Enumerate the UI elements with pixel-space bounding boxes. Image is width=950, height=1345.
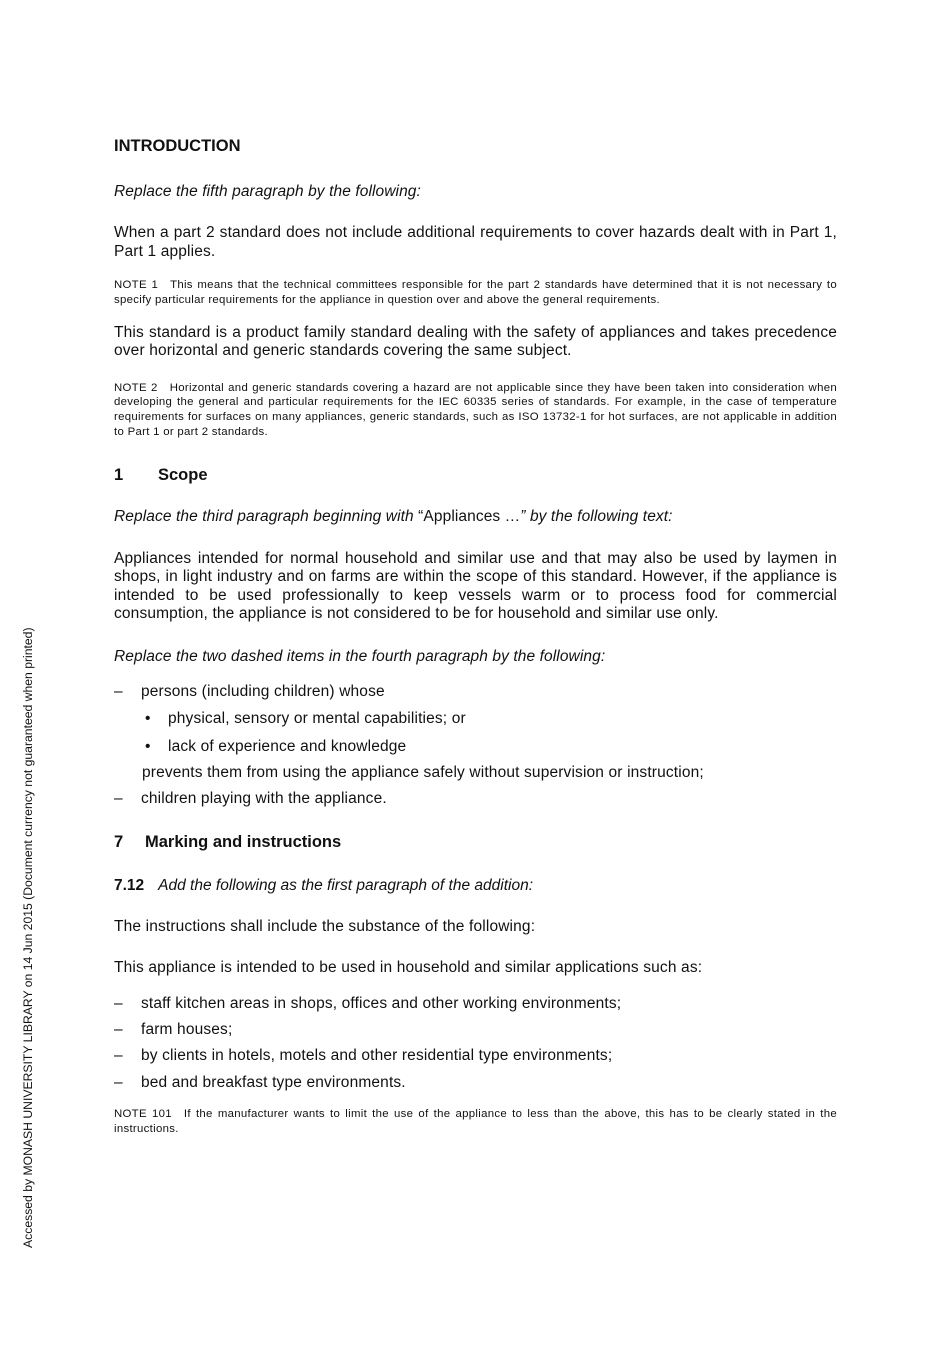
- section-number: 1: [114, 465, 124, 484]
- list-item: [114, 789, 837, 808]
- list-item-text: farm houses;: [141, 1020, 233, 1038]
- list-item: [114, 682, 837, 701]
- dash-mark: –: [114, 1046, 123, 1064]
- section-title: Scope: [158, 465, 208, 484]
- introduction-heading: INTRODUCTION: [114, 137, 241, 155]
- scope-dashed-list: [114, 682, 837, 701]
- clause-7-12: [114, 876, 837, 895]
- scope-dashed-list-2: [114, 789, 837, 808]
- dash-mark: –: [114, 789, 123, 807]
- note-tag: NOTE 2: [114, 381, 158, 394]
- list-item: [114, 994, 837, 1013]
- list-item-text: by clients in hotels, motels and other residential type environments;: [141, 1046, 613, 1064]
- marking-note-101: [114, 1107, 837, 1137]
- introduction-paragraph-1: When a part 2 standard does not include additional requirements to cover hazards dealt with in Part 1, Part 1 applies.: [114, 224, 837, 260]
- note-text: Horizontal and generic standards covering a hazard are not applicable since they have been taken into consideration when developing the general and particular requirements for the IEC 60335 series of standards. For example, in the case of temperature requirements for surfaces on many appliances, generic standards, such as ISO 13732-1 for hot surfaces, are not applicable in addition to Part 1 or part 2 standards.: [114, 381, 837, 438]
- bullet-item-text: physical, sensory or mental capabilities; or: [168, 709, 466, 727]
- list-item: [114, 1020, 837, 1039]
- list-item: [114, 1073, 837, 1092]
- list-item-text: staff kitchen areas in shops, offices and other working environments;: [141, 994, 622, 1012]
- instruction-quote: “Appliances …: [418, 507, 521, 525]
- marking-heading: [114, 831, 837, 853]
- introduction-paragraph-2: This standard is a product family standard dealing with the safety of appliances and takes precedence over horizontal and generic standards covering the same subject.: [114, 323, 837, 360]
- list-item-continuation: prevents them from using the appliance safely without supervision or instruction;: [142, 763, 704, 781]
- scope-instruction: [114, 507, 837, 526]
- clause-number: 7.12: [114, 876, 145, 894]
- dash-mark: –: [114, 682, 123, 700]
- list-item-text: children playing with the appliance.: [141, 789, 387, 807]
- bullet-item-text: lack of experience and knowledge: [168, 737, 407, 755]
- marking-dashed-list: [114, 994, 837, 1092]
- bullet-item: [114, 737, 837, 756]
- note-tag: NOTE 101: [114, 1107, 172, 1120]
- bullet-mark: •: [145, 737, 151, 755]
- introduction-instruction: Replace the fifth paragraph by the following:: [114, 183, 421, 200]
- dash-mark: –: [114, 994, 123, 1012]
- dash-mark: –: [114, 1020, 123, 1038]
- scope-instruction-2: Replace the two dashed items in the fourth paragraph by the following:: [114, 647, 606, 665]
- marking-paragraph-2: This appliance is intended to be used in household and similar applications such as:: [114, 959, 703, 977]
- document-page: [114, 135, 837, 1136]
- list-item: [114, 1046, 837, 1065]
- note-text: If the manufacturer wants to limit the use of the appliance to less than the above, this has to be clearly stated in the instructions.: [114, 1107, 837, 1135]
- introduction-note-1: [114, 278, 837, 308]
- bullet-item: [114, 709, 837, 728]
- note-tag: NOTE 1: [114, 279, 159, 291]
- instruction-text: ” by the following text:: [520, 507, 673, 525]
- list-item-text: bed and breakfast type environments.: [141, 1073, 406, 1091]
- clause-instruction: Add the following as the first paragraph of the addition:: [158, 876, 533, 894]
- note-text: This means that the technical committees responsible for the part 2 standards have determined that it is not necessary to specify particular requirements for the appliance in question over and above the general requirements.: [114, 279, 837, 306]
- section-title: Marking and instructions: [145, 832, 342, 851]
- list-item-text: persons (including children) whose: [141, 682, 385, 700]
- scope-heading: [114, 464, 837, 486]
- section-number: 7: [114, 832, 124, 851]
- introduction-note-2: [114, 381, 837, 440]
- dash-mark: –: [114, 1073, 123, 1091]
- marking-paragraph-1: The instructions shall include the substance of the following:: [114, 917, 536, 935]
- scope-paragraph: Appliances intended for normal household and similar use and that may also be used by laymen in shops, in light industry and on farms are within the scope of this standard. However, if the appliance is intended to be used professionally to keep vessels warm or to process food for commercial consumption, the appliance is not considered to be for household and similar use only.: [114, 549, 837, 623]
- access-watermark: Accessed by MONASH UNIVERSITY LIBRARY on 14 Jun 2015 (Document currency not guaranteed when printed): [21, 627, 35, 1248]
- instruction-text: Replace the third paragraph beginning with: [114, 507, 419, 525]
- bullet-mark: •: [145, 709, 151, 727]
